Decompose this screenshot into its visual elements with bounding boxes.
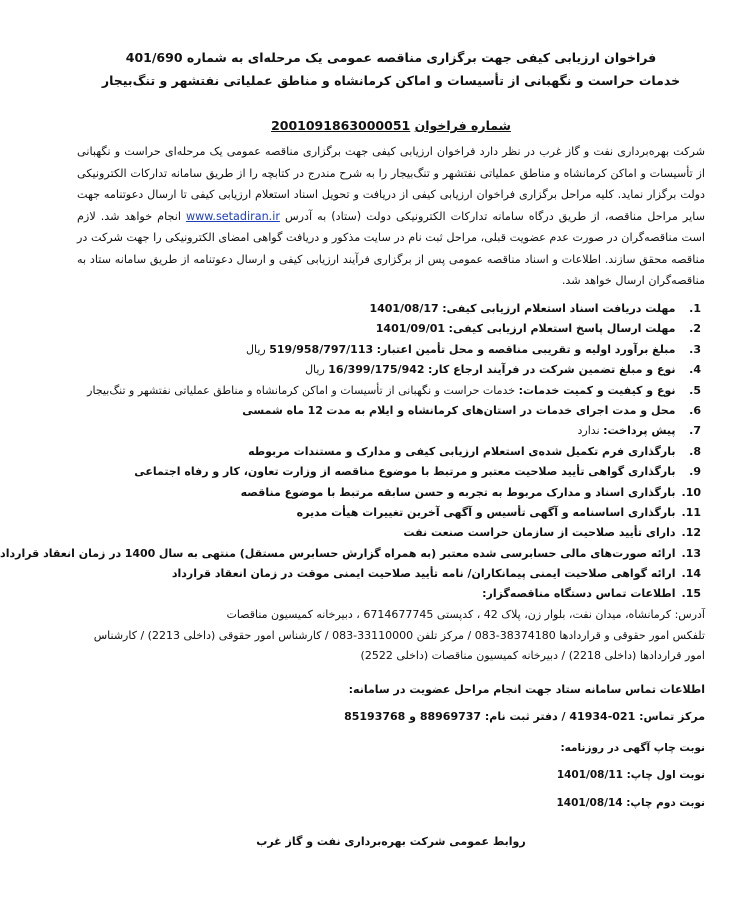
contact-phones-2: امور قراردادها (داخلی 2218) / دبیرخانه کمیسیون مناقصات (داخلی 2522) — [360, 649, 705, 662]
footer-signature: روابط عمومی شرکت بهره‌برداری نفت و گاز غرب — [256, 835, 526, 848]
list-item — [77, 360, 701, 380]
intro-paragraph — [77, 141, 705, 292]
item-value: 519/958/797/113 — [269, 342, 374, 356]
item-label: بارگذاری اساسنامه و آگهی تأسیس و آگهی آخرین تغییرات هیأت مدیره — [296, 505, 676, 519]
publication-second-date: 1401/08/14 — [556, 797, 623, 809]
call-number-label: شماره فراخوان — [414, 118, 511, 133]
contact-phones-1: تلفکس امور حقوقی و قراردادها 38374180-083 / مرکز تلفن 33110000-083 / کارشناس امور حقوقی (داخلی 2213) / کارشناس — [93, 628, 705, 642]
item-label: ارائه گواهی صلاحیت ایمنی پیمانکاران/ نامه تأیید صلاحیت ایمنی موقت در زمان انعقاد قرارداد — [171, 567, 676, 581]
item-label: بارگذاری فرم تکمیل شده‌ی استعلام ارزیابی کیفی و مدارک و مستندات مربوطه — [248, 444, 676, 458]
item-number: 15. — [681, 587, 701, 601]
item-label: بارگذاری اسناد و مدارک مربوط به تجربه و حسن سابقه مرتبط با موضوع مناقصه — [240, 485, 676, 499]
intro-text-after-link: انجام خواهد شد. لازم است مناقصه‌گران در صورت عدم عضویت قبلی، مراحل ثبت نام در سایت مذکور و دریافت گواهی امضای الکترونیکی را جهت شرکت در مناقصه محقق سازند. اطلاعات و اسناد مناقصه عمومی پس از برگزاری فرآیند ارزیابی کیفی و ارسال دعوتنامه از طریق سامانه ستاد به مناقصه‌گران ارسال خواهد شد. — [77, 209, 705, 287]
item-label: دارای تأیید صلاحیت از سازمان حراست صنعت نفت — [403, 526, 676, 540]
item-label: مهلت ارسال پاسخ استعلام ارزیابی کیفی: — [448, 322, 676, 336]
item-number: 2. — [689, 322, 701, 336]
item-number: 4. — [689, 363, 701, 377]
item-number: 11. — [681, 505, 701, 519]
item-label: نوع و کیفیت و کمیت خدمات: — [518, 383, 676, 397]
list-item — [0, 544, 701, 564]
call-number: 2001091863000051 — [271, 118, 411, 133]
item-unit: در زمان انعقاد قرارداد — [0, 546, 122, 560]
publication-heading: نوبت چاپ آگهی در روزنامه: — [560, 742, 705, 754]
setad-phones: مرکز تماس: 021-41934 / دفتر ثبت نام: 88969737 و 85193768 — [344, 710, 705, 723]
item-value: ندارد — [577, 424, 600, 438]
item-unit: ماه شمسی — [242, 403, 305, 417]
setad-link[interactable]: www.setadiran.ir — [185, 209, 280, 223]
conditions-list — [0, 299, 701, 605]
list-item — [77, 503, 701, 523]
publication-first-label: نوبت اول چاپ: — [626, 769, 705, 781]
item-number: 9. — [689, 465, 701, 479]
list-item — [77, 340, 701, 360]
item-label: بارگذاری گواهی تأیید صلاحیت معتبر و مرتبط با موضوع مناقصه از وزارت تعاون، کار و رفاه اجتماعی — [134, 465, 676, 479]
item-unit: ریال — [246, 342, 266, 356]
call-number-line — [77, 118, 705, 133]
item-number: 14. — [681, 567, 701, 581]
item-unit: ریال — [305, 363, 325, 377]
item-number: 8. — [689, 444, 701, 458]
item-value: خدمات حراست و نگهبانی از تأسیسات و اماکن کرمانشاه و مناطق عملیاتی نفتشهر و تنگ‌بیجار — [87, 383, 516, 397]
item-label: اطلاعات تماس دستگاه مناقصه‌گزار: — [482, 587, 676, 601]
title-line-2: خدمات حراست و نگهبانی از تأسیسات و اماکن کرمانشاه و مناطق عملیاتی نفتشهر و تنگ‌بیجار — [101, 73, 681, 88]
list-item — [77, 381, 701, 401]
item-label: محل و مدت اجرای خدمات در استان‌های کرمانشاه و ایلام به مدت — [326, 403, 676, 417]
item-label: مبلغ برآورد اولیه و تقریبی مناقصه و محل تأمین اعتبار: — [376, 342, 676, 356]
item-number: 5. — [689, 383, 701, 397]
item-label: ارائه صورت‌های مالی حسابرسی شده معتبر (به همراه گزارش حسابرس مستقل) منتهی به سال — [158, 546, 676, 560]
item-number: 3. — [689, 342, 701, 356]
list-item — [77, 483, 701, 503]
contact-address: آدرس: کرمانشاه، میدان نفت، بلوار زن، پلاک 42 ، کدپستی 6714677745 ، دبیرخانه کمیسیون مناقصات — [226, 608, 705, 621]
intro-text-before-link: شرکت بهره‌برداری نفت و گاز غرب در نظر دارد فراخوان ارزیابی کیفی جهت برگزاری مناقصه عمومی یک مرحله‌ای حراست و نگهبانی از تأسیسات و اماکن کرمانشاه و مناطق عملیاتی نفتشهر و تنگ‌بیجار را به شرح مندرج در کتابچه را از طریق سامانه تدارکات الکترونیکی دولت برگزار نماید. کلیه مراحل برگزاری فراخوان ارزیابی کیفی از دریافت و تحویل اسناد استعلام ارزیابی کیفی تا ارسال دعوتنامه جهت سایر مراحل مناقصه، از طریق درگاه سامانه تدارکات الکترونیکی دولت (ستاد) به آدرس — [77, 145, 705, 223]
item-value: 1401/09/01 — [375, 322, 446, 336]
item-number: 1. — [689, 302, 701, 315]
item-label: پیش پرداخت: — [603, 424, 676, 438]
item-label: نوع و مبلغ تضمین شرکت در فرآیند ارجاع کار: — [428, 363, 676, 377]
item-value: 1400 — [124, 546, 156, 560]
item-number: 10. — [681, 485, 701, 499]
list-item — [77, 442, 701, 462]
contact-info — [77, 605, 705, 667]
publication-second-label: نوبت دوم چاپ: — [626, 797, 705, 809]
title-line-1: فراخوان ارزیابی کیفی جهت برگزاری مناقصه عمومی یک مرحله‌ای به شماره 401/690 — [125, 50, 657, 65]
list-item — [77, 299, 701, 319]
list-item — [77, 421, 701, 441]
item-number: 7. — [689, 424, 701, 438]
list-item — [77, 401, 701, 421]
item-number: 12. — [681, 526, 701, 540]
item-label: مهلت دریافت اسناد استعلام ارزیابی کیفی: — [442, 302, 676, 315]
setad-heading: اطلاعات تماس سامانه ستاد جهت انجام مراحل عضویت در سامانه: — [348, 683, 705, 696]
item-value: 12 — [307, 403, 323, 417]
publication-second — [556, 797, 705, 809]
list-item — [77, 319, 701, 339]
publication-first — [557, 769, 705, 781]
publication-first-date: 1401/08/11 — [556, 769, 623, 781]
list-item — [77, 523, 701, 543]
item-value: 16/399/175/942 — [328, 363, 425, 377]
list-item — [77, 462, 701, 482]
item-number: 6. — [689, 403, 701, 417]
item-value: 1401/08/17 — [369, 302, 439, 315]
item-number: 13. — [681, 546, 701, 560]
list-item — [77, 584, 701, 604]
list-item — [77, 564, 701, 584]
